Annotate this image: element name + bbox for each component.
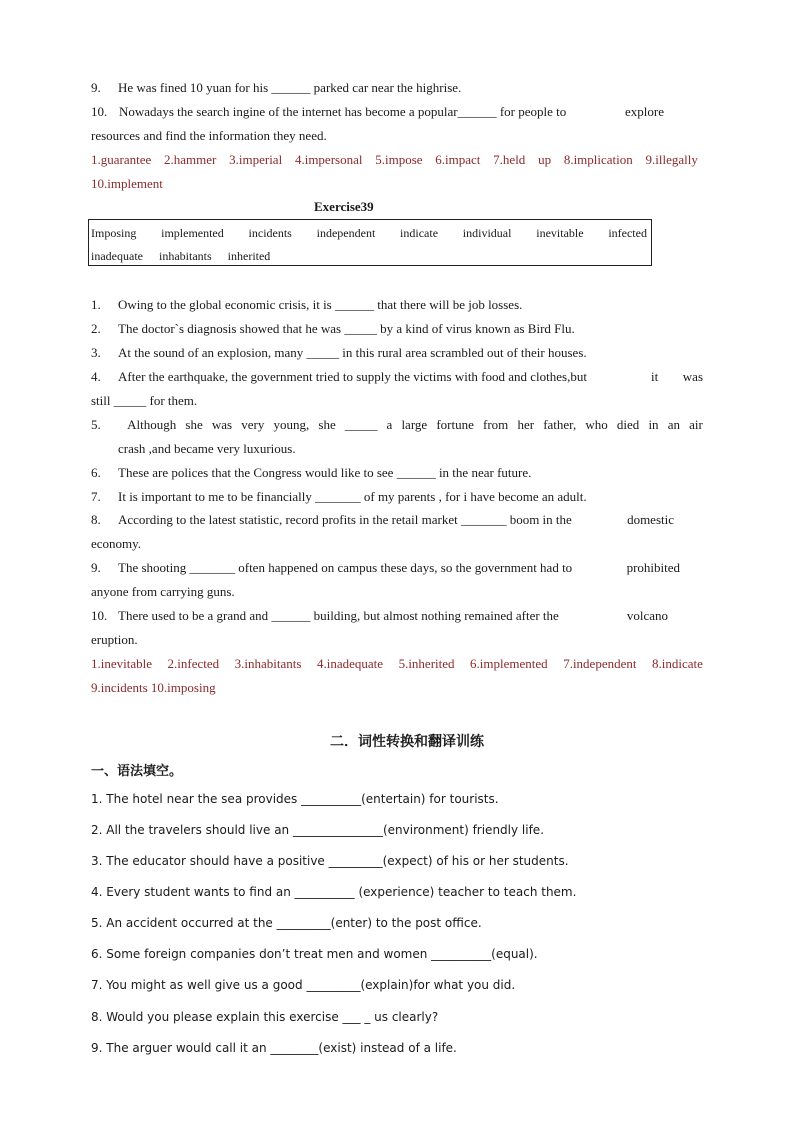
- word-bank-item: inherited: [227, 249, 271, 263]
- question-word: died: [616, 417, 640, 432]
- question-number: 1.: [91, 297, 101, 312]
- exercise-item-4-continued: still _____ for them.: [91, 393, 198, 408]
- question-text: prohibited: [626, 560, 680, 575]
- exercise-title: Exercise39: [314, 199, 374, 214]
- grammar-item-1: 1. The hotel near the sea provides __________(entertain) for tourists.: [91, 792, 499, 806]
- exercise-item-6: [91, 465, 531, 481]
- grammar-item-4: 4. Every student wants to find an __________ (experience) teacher to teach them.: [91, 885, 577, 899]
- word-bank-item: inhabitants: [158, 249, 212, 263]
- question-word: who: [585, 417, 608, 432]
- answer-item: 1.guarantee: [91, 152, 152, 167]
- question-text: The shooting _______ often happened on campus these days, so the government had to: [118, 560, 573, 575]
- word-bank-item: individual: [462, 226, 512, 240]
- exercise-item-9-continued: anyone from carrying guns.: [91, 584, 235, 599]
- question-word: very: [241, 417, 265, 432]
- question-word: air: [689, 417, 703, 432]
- grammar-item-5: 5. An accident occurred at the _________(enter) to the post office.: [91, 916, 482, 930]
- question-text: was: [682, 369, 703, 384]
- question-word: in: [648, 417, 659, 432]
- question-word: _____: [344, 417, 378, 432]
- answer-item: 3.inhabitants: [234, 656, 302, 671]
- exercise-item-4: [91, 369, 703, 385]
- answer-item: up: [538, 152, 552, 167]
- question-number: 9.: [91, 80, 101, 95]
- question-word: young,: [273, 417, 310, 432]
- grammar-item-6: 6. Some foreign companies don’t treat men and women __________(equal).: [91, 947, 538, 961]
- answer-item: 8.implication: [563, 152, 633, 167]
- word-bank-item: independent: [316, 226, 376, 240]
- answer-item: 2.hammer: [164, 152, 217, 167]
- question-word: large: [401, 417, 428, 432]
- question-word: she: [185, 417, 203, 432]
- question-text: According to the latest statistic, record profits in the retail market _______ boom in the: [118, 512, 572, 527]
- question-word: she: [318, 417, 336, 432]
- question-word: fortune: [436, 417, 474, 432]
- question-number: 4.: [91, 369, 101, 384]
- question-10-continued: resources and find the information they need.: [91, 128, 327, 143]
- answer-item: 9.illegally: [645, 152, 698, 167]
- exercise-item-10: [91, 608, 668, 624]
- answer-item: 8.indicate: [652, 656, 703, 671]
- question-9: [91, 80, 461, 96]
- grammar-item-2: 2. All the travelers should live an _______________(environment) friendly life.: [91, 823, 545, 837]
- exercise-item-2: [91, 321, 575, 337]
- question-word: father,: [543, 417, 577, 432]
- question-word: Although: [127, 417, 177, 432]
- answer-item: 5.inherited: [398, 656, 455, 671]
- answer-key-continued: 9.incidents 10.imposing: [91, 680, 216, 695]
- exercise-item-8-continued: economy.: [91, 536, 142, 551]
- question-text: it: [651, 369, 659, 384]
- answer-item: 5.impose: [375, 152, 423, 167]
- question-number: 2.: [91, 321, 101, 336]
- answer-item: 6.impact: [435, 152, 481, 167]
- exercise-item-8: [91, 512, 674, 528]
- answer-item: 4.inadequate: [316, 656, 384, 671]
- question-text: At the sound of an explosion, many _____ in this rural area scrambled out of their houses.: [118, 345, 587, 360]
- grammar-item-8: 8. Would you please explain this exercise ___ _ us clearly?: [91, 1010, 439, 1024]
- grammar-item-9: 9. The arguer would call it an ________(exist) instead of a life.: [91, 1041, 457, 1055]
- question-text: After the earthquake, the government tried to supply the victims with food and clothes,but: [118, 369, 587, 384]
- question-text: Owing to the global economic crisis, it is ______ that there will be job losses.: [118, 297, 523, 312]
- word-bank-box: [88, 219, 652, 266]
- question-text: The doctor`s diagnosis showed that he was _____ by a kind of virus known as Bird Flu.: [118, 321, 575, 336]
- question-number: 10.: [91, 104, 108, 119]
- answer-item: 7.independent: [563, 656, 637, 671]
- word-bank-item: implemented: [161, 226, 224, 240]
- question-number: 6.: [91, 465, 101, 480]
- exercise-item-9: [91, 560, 680, 576]
- section-title: 二．词性转换和翻译训练: [330, 734, 484, 750]
- question-text: volcano: [626, 608, 668, 623]
- answer-item: 3.imperial: [229, 152, 283, 167]
- question-number: 5.: [91, 417, 101, 432]
- question-number: 9.: [91, 560, 101, 575]
- exercise-item-5-continued: crash ,and became very luxurious.: [118, 441, 296, 456]
- question-word: an: [667, 417, 680, 432]
- question-text: domestic: [627, 512, 674, 527]
- answer-item: 7.held: [493, 152, 526, 167]
- question-text: Nowadays the search ingine of the internet has become a popular______ for people to: [119, 104, 567, 119]
- question-text: explore: [625, 104, 664, 119]
- word-bank-item: inadequate: [91, 249, 143, 263]
- answer-key: [91, 656, 703, 672]
- word-bank-item: indicate: [400, 226, 439, 240]
- exercise-item-5: [91, 417, 703, 433]
- question-10: [91, 104, 664, 120]
- question-word: was: [211, 417, 233, 432]
- grammar-item-3: 3. The educator should have a positive _________(expect) of his or her students.: [91, 854, 569, 868]
- answer-key: [91, 152, 698, 168]
- question-text: It is important to me to be financially _______ of my parents , for i have become an adult.: [118, 489, 587, 504]
- answer-item: 6.implemented: [470, 656, 548, 671]
- question-text: These are polices that the Congress would like to see ______ in the near future.: [118, 465, 532, 480]
- exercise-item-1: [91, 297, 522, 313]
- question-number: 7.: [91, 489, 101, 504]
- word-bank-item: incidents: [248, 226, 292, 240]
- answer-item: 2.infected: [167, 656, 220, 671]
- answer-item: 1.inevitable: [91, 656, 153, 671]
- question-word: a: [386, 417, 393, 432]
- question-number: 10.: [91, 608, 108, 623]
- question-text: There used to be a grand and ______ building, but almost nothing remained after the: [118, 608, 559, 623]
- grammar-item-7: 7. You might as well give us a good _________(explain)for what you did.: [91, 978, 516, 992]
- question-word: her: [517, 417, 535, 432]
- subsection-title: 一、语法填空。: [91, 764, 183, 779]
- question-number: 3.: [91, 345, 101, 360]
- word-bank-item: infected: [608, 226, 647, 240]
- exercise-item-10-continued: eruption.: [91, 632, 138, 647]
- exercise-item-7: [91, 489, 587, 505]
- question-number: 8.: [91, 512, 101, 527]
- question-word: from: [483, 417, 509, 432]
- answer-key-continued: 10.implement: [91, 176, 163, 191]
- answer-item: 4.impersonal: [294, 152, 363, 167]
- question-text: He was fined 10 yuan for his ______ parked car near the highrise.: [118, 80, 462, 95]
- exercise-item-3: [91, 345, 587, 361]
- word-bank-item: Imposing: [91, 226, 137, 240]
- word-bank-item: inevitable: [536, 226, 584, 240]
